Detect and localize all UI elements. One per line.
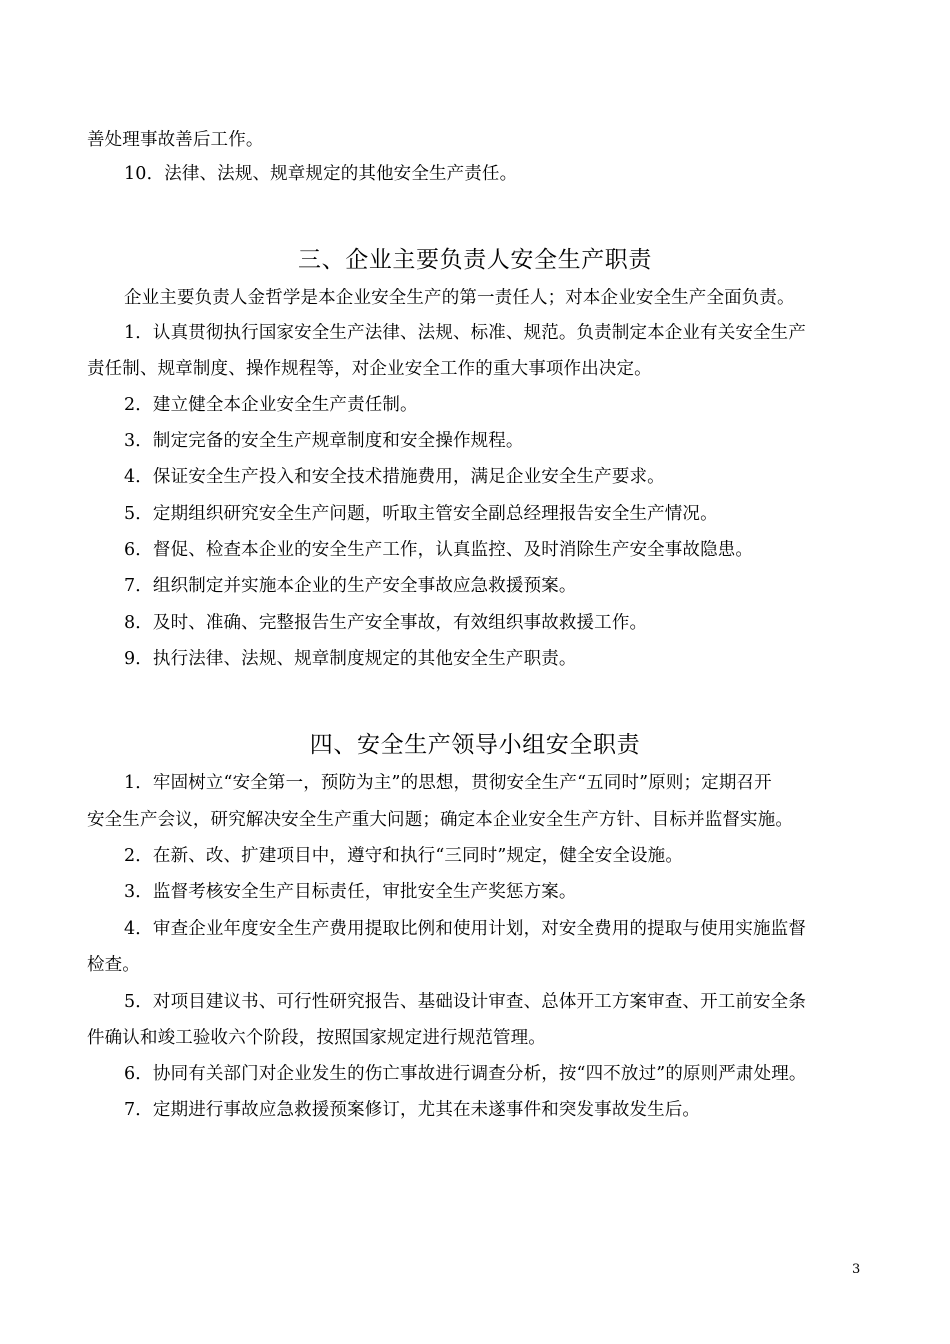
- section-3-intro: 企业主要负责人金哲学是本企业安全生产的第一责任人；对本企业安全生产全面负责。: [124, 288, 795, 308]
- section-3-item-6: 6．督促、检查本企业的安全生产工作，认真监控、及时消除生产安全事故隐患。: [124, 540, 754, 560]
- section-3-item-5: 5．定期组织研究安全生产问题，听取主管安全副总经理报告安全生产情况。: [124, 504, 718, 524]
- section-4-item-4-line-2: 检查。: [87, 955, 140, 975]
- section-4-item-2: 2．在新、改、扩建项目中，遵守和执行“三同时”规定，健全安全设施。: [124, 846, 683, 866]
- section-3-item-8: 8．及时、准确、完整报告生产安全事故，有效组织事故救援工作。: [124, 613, 648, 633]
- carryover-text: 善处理事故善后工作。: [87, 130, 264, 150]
- section-4-item-5-line-2: 件确认和竣工验收六个阶段，按照国家规定进行规范管理。: [87, 1028, 546, 1048]
- section-3-heading: 三、企业主要负责人安全生产职责: [298, 247, 652, 273]
- section-4-item-1-line-1: 1．牢固树立“安全第一，预防为主”的思想，贯彻安全生产“五同时”原则；定期召开: [124, 773, 772, 793]
- section-4-item-3: 3．监督考核安全生产目标责任，审批安全生产奖惩方案。: [124, 882, 577, 902]
- section-3-item-3: 3．制定完备的安全生产规章制度和安全操作规程。: [124, 431, 524, 451]
- section-4-item-6: 6．协同有关部门对企业发生的伤亡事故进行调查分析，按“四不放过”的原则严肃处理。: [124, 1064, 807, 1084]
- section-3-item-9: 9．执行法律、法规、规章制度规定的其他安全生产职责。: [124, 649, 577, 669]
- section-4-item-7: 7．定期进行事故应急救援预案修订，尤其在未遂事件和突发事故发生后。: [124, 1100, 701, 1120]
- page-number: 3: [852, 1262, 861, 1277]
- section-3-item-1-line-1: 1．认真贯彻执行国家安全生产法律、法规、标准、规范。负责制定本企业有关安全生产: [124, 323, 806, 343]
- section-4-item-5-line-1: 5．对项目建议书、可行性研究报告、基础设计审查、总体开工方案审查、开工前安全条: [124, 992, 806, 1012]
- section-3-item-1-line-2: 责任制、规章制度、操作规程等，对企业安全工作的重大事项作出决定。: [87, 359, 652, 379]
- list-item-10: 10．法律、法规、规章规定的其他安全生产责任。: [124, 164, 518, 184]
- section-3-item-7: 7．组织制定并实施本企业的生产安全事故应急救援预案。: [124, 576, 577, 596]
- section-4-item-1-line-2: 安全生产会议，研究解决安全生产重大问题；确定本企业安全生产方针、目标并监督实施。: [87, 810, 793, 830]
- section-3-item-2: 2．建立健全本企业安全生产责任制。: [124, 395, 418, 415]
- section-4-heading: 四、安全生产领导小组安全职责: [309, 732, 641, 758]
- section-3-item-4: 4．保证安全生产投入和安全技术措施费用，满足企业安全生产要求。: [124, 467, 665, 487]
- section-4-item-4-line-1: 4．审查企业年度安全生产费用提取比例和使用计划，对安全费用的提取与使用实施监督: [124, 919, 806, 939]
